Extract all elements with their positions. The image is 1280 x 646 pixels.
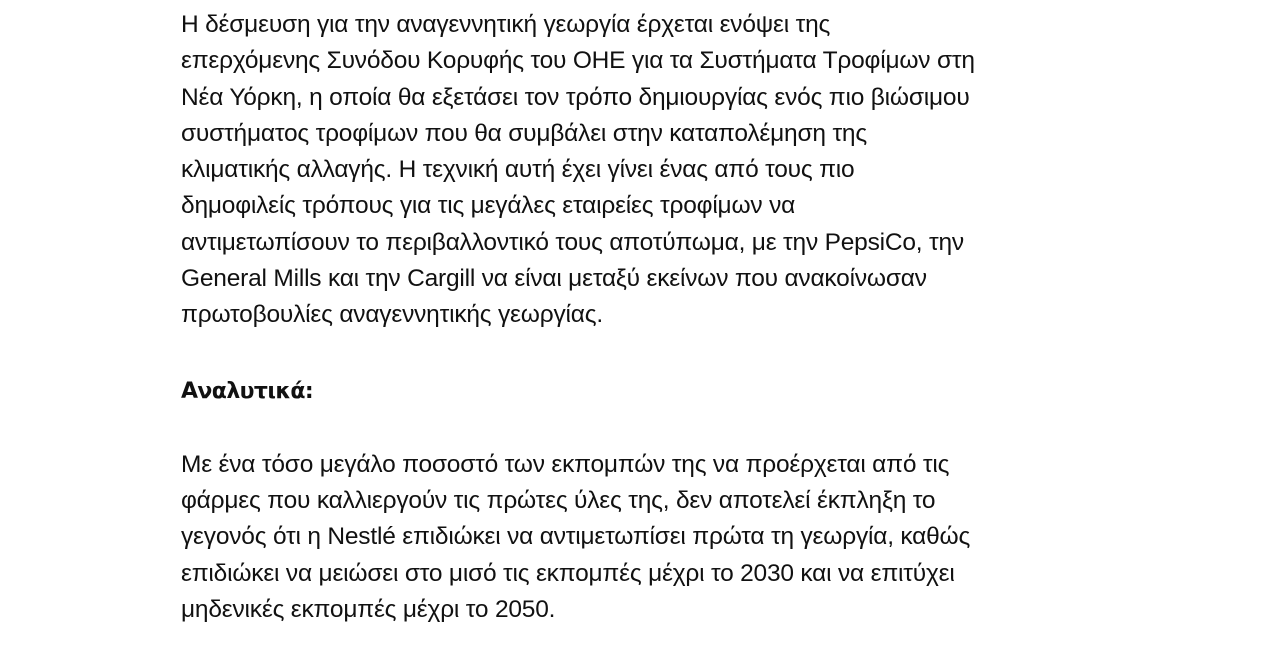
paragraph-line: επερχόμενης Συνόδου Κορυφής του ΟΗΕ για τα Συστήματα Τροφίμων στη	[181, 47, 975, 75]
paragraph-line: μηδενικές εκπομπές μέχρι το 2050.	[181, 595, 556, 623]
paragraph-line: επιδιώκει να μειώσει στο μισό τις εκπομπές μέχρι το 2030 και να επιτύχει	[181, 559, 955, 587]
paragraph-line: κλιματικής αλλαγής. Η τεχνική αυτή έχει γίνει ένας από τους πιο	[181, 156, 855, 184]
paragraph-line: Νέα Υόρκη, η οποία θα εξετάσει τον τρόπο δημιουργίας ενός πιο βιώσιμου	[181, 83, 970, 111]
article-body	[181, 7, 1121, 628]
paragraph-line: Η δέσμευση για την αναγεννητική γεωργία έρχεται ενόψει της	[181, 11, 831, 38]
paragraph-regenerative-agriculture	[181, 7, 1121, 334]
section-heading: Αναλυτικά:	[181, 378, 314, 404]
paragraph-line: γεγονός ότι η Nestlé επιδιώκει να αντιμετωπίσει πρώτα τη γεωργία, καθώς	[181, 523, 971, 551]
paragraph-line: αντιμετωπίσουν το περιβαλλοντικό τους αποτύπωμα, με την PepsiCo, την	[181, 228, 964, 256]
paragraph-line: συστήματος τροφίμων που θα συμβάλει στην καταπολέμηση της	[181, 119, 867, 147]
paragraph-line: General Mills και την Cargill να είναι μεταξύ εκείνων που ανακοίνωσαν	[181, 265, 927, 293]
paragraph-nestle-emissions	[181, 447, 1121, 628]
paragraph-line: πρωτοβουλίες αναγεννητικής γεωργίας.	[181, 301, 603, 329]
paragraph-line: δημοφιλείς τρόπους για τις μεγάλες εταιρείες τροφίμων να	[181, 192, 796, 220]
paragraph-line: φάρμες που καλλιεργούν τις πρώτες ύλες της, δεν αποτελεί έκπληξη το	[181, 486, 936, 514]
paragraph-line: Με ένα τόσο μεγάλο ποσοστό των εκπομπών της να προέρχεται από τις	[181, 450, 950, 478]
